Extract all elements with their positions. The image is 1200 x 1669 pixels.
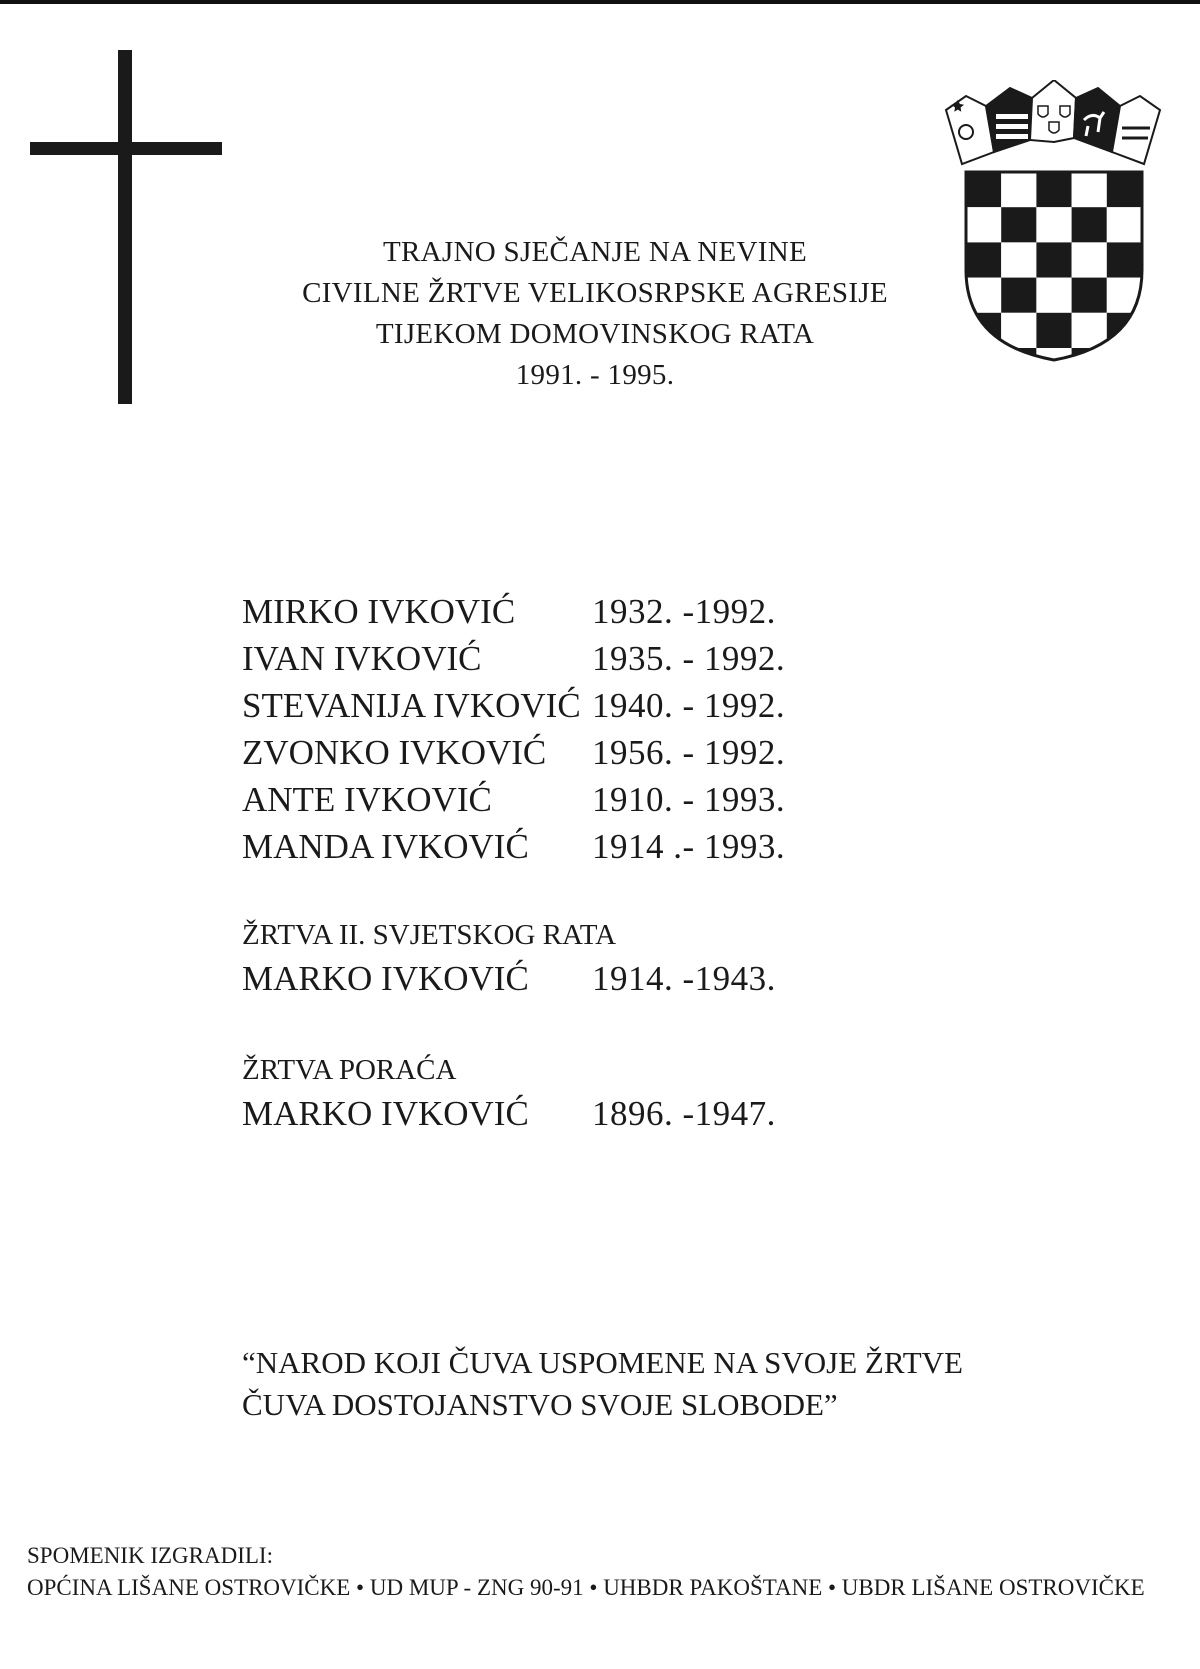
checker-square [966,348,1001,370]
victim-dates: 1914. -1943. [592,959,776,998]
victim-dates: 1914 .- 1993. [592,827,786,866]
heading-line: CIVILNE ŽRTVE VELIKOSRPSKE AGRESIJE [302,277,888,309]
heading-years: 1991. - 1995. [515,359,675,391]
footer-title: SPOMENIK IZGRADILI: [27,1543,273,1568]
victim-name: ZVONKO IVKOVIĆ [242,733,547,772]
checker-square [1072,172,1107,207]
victim-row [242,955,776,1002]
latin-cross-icon [30,50,222,404]
checker-square [1107,207,1142,242]
croatian-coat-of-arms-icon [944,80,1164,370]
victim-list [242,588,785,870]
victim-row [242,823,785,870]
victim-name: MIRKO IVKOVIĆ [242,592,516,631]
victim-name: STEVANIJA IVKOVIĆ [242,686,581,725]
checker-square [1107,242,1142,277]
victim-row [242,776,785,823]
checker-square [1001,207,1036,242]
victim-name: ANTE IVKOVIĆ [242,780,492,819]
victim-dates: 1935. - 1992. [592,639,786,678]
checker-square [1072,207,1107,242]
checker-square [1107,348,1142,370]
memorial-heading [250,232,940,396]
victim-row [242,1090,776,1137]
victim-dates: 1932. -1992. [592,592,776,631]
victim-dates: 1956. - 1992. [592,733,786,772]
builders-footer [27,1540,1145,1604]
memorial-quote [242,1342,963,1426]
checker-square [1107,278,1142,313]
checker-square [1036,242,1071,277]
quote-line: ČUVA DOSTOJANSTVO SVOJE SLOBODE” [242,1387,838,1422]
postwar-victim-section [242,1050,776,1137]
checker-square [1036,207,1071,242]
checker-square [1072,242,1107,277]
checker-square [1036,313,1071,348]
section-label: ŽRTVA PORAĆA [242,1054,457,1086]
coat-of-arms-graphic [944,80,1164,370]
victim-name: MANDA IVKOVIĆ [242,827,529,866]
cross-horizontal-bar [30,142,222,155]
ww2-victim-section [242,915,776,1002]
checker-square [1072,278,1107,313]
checker-square [1107,172,1142,207]
checker-square [966,172,1001,207]
checker-square [1036,172,1071,207]
victim-dates: 1910. - 1993. [592,780,786,819]
checker-square [966,242,1001,277]
victim-dates: 1940. - 1992. [592,686,786,725]
checker-square [966,313,1001,348]
checker-square [1001,278,1036,313]
victim-row [242,682,785,729]
checker-square [1036,278,1071,313]
footer-builders: OPĆINA LIŠANE OSTROVIČKE • UD MUP - ZNG 90-91 • UHBDR PAKOŠTANE • UBDR LIŠANE OSTROVIČKE [27,1575,1145,1600]
victim-dates: 1896. -1947. [592,1094,776,1133]
top-border [0,0,1200,4]
victim-name: MARKO IVKOVIĆ [242,1094,529,1133]
quote-line: “NAROD KOJI ČUVA USPOMENE NA SVOJE ŽRTVE [242,1345,963,1380]
victim-name: IVAN IVKOVIĆ [242,639,482,678]
checker-square [1107,313,1142,348]
heading-line: TRAJNO SJEČANJE NA NEVINE [383,236,807,268]
victim-row [242,729,785,776]
checker-square [1001,172,1036,207]
checker-square [966,278,1001,313]
heading-line: TIJEKOM DOMOVINSKOG RATA [375,318,815,350]
cross-vertical-bar [118,50,132,404]
victim-row [242,635,785,682]
victim-name: MARKO IVKOVIĆ [242,959,529,998]
victim-row [242,588,785,635]
checker-square [966,207,1001,242]
section-label: ŽRTVA II. SVJETSKOG RATA [242,919,617,951]
checker-square [1001,242,1036,277]
